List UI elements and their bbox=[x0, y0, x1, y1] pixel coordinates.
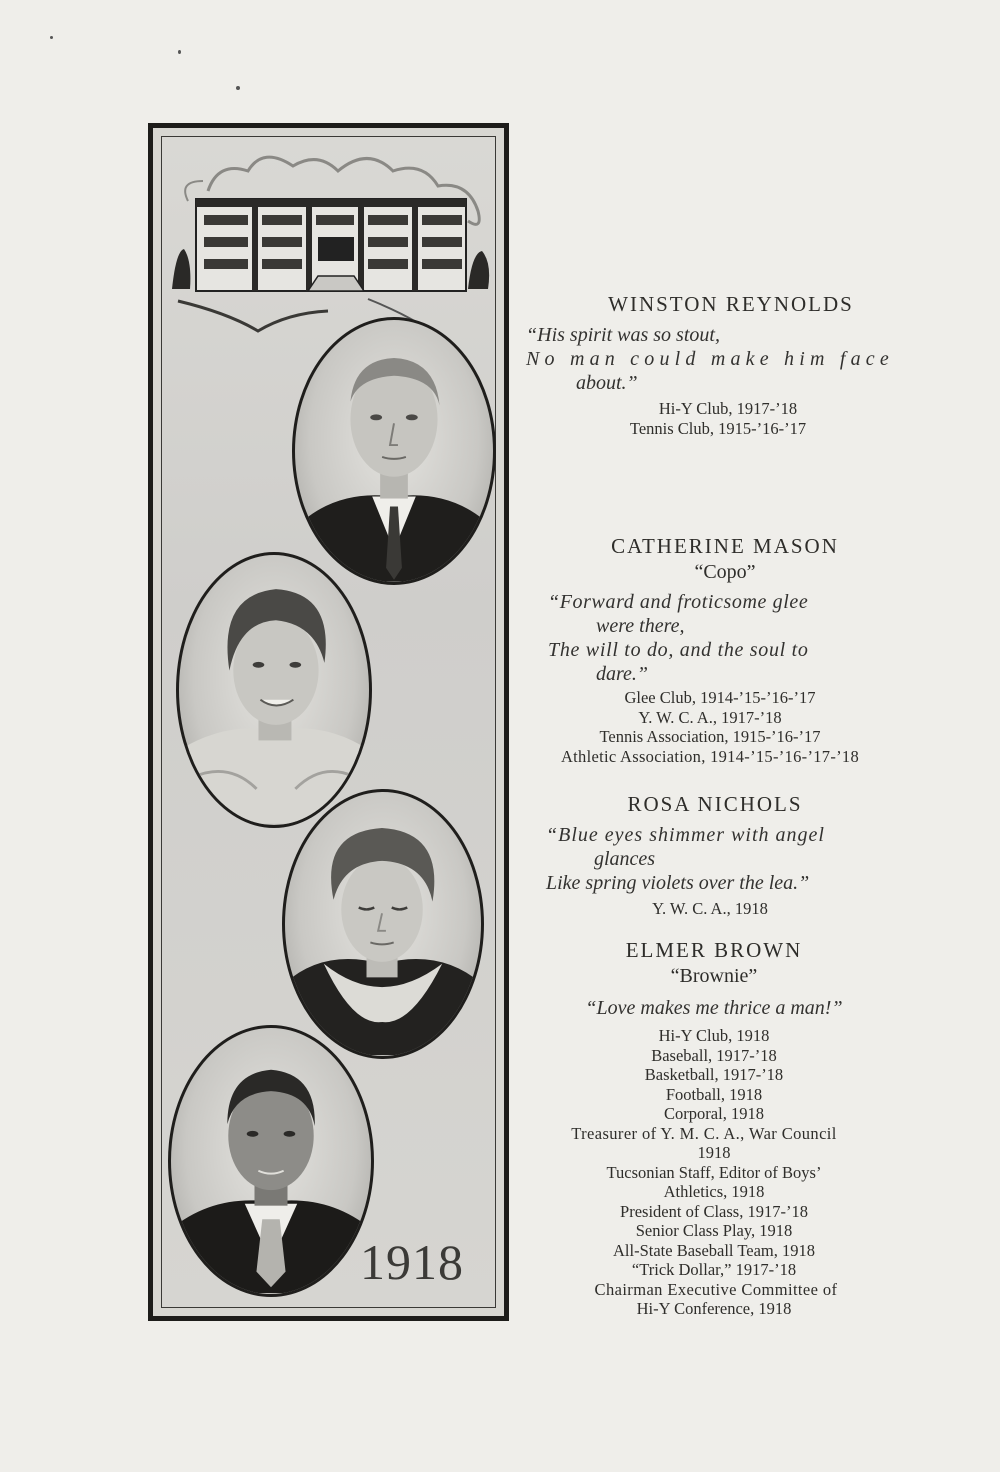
senior-quote: “Love makes me thrice a man!” bbox=[585, 997, 843, 1019]
activity-line: Tucsonian Staff, Editor of Boys’ bbox=[606, 1162, 822, 1182]
portrait-catherine-mason bbox=[176, 552, 372, 828]
senior-nickname: “Copo” bbox=[694, 561, 756, 583]
photo-panel bbox=[148, 123, 509, 1321]
quote-line: “Forward and froticsome glee bbox=[548, 591, 809, 613]
portrait-elmer-brown bbox=[168, 1025, 374, 1297]
activity-line: Tennis Club, 1915-’16-’17 bbox=[629, 418, 807, 438]
activity-line: Glee Club, 1914-’15-’16-’17 bbox=[624, 688, 816, 707]
quote-line: about.” bbox=[576, 372, 638, 394]
quote-line: “Blue eyes shimmer with angel bbox=[546, 824, 825, 846]
activity-line: Treasurer of Y. M. C. A., War Council bbox=[571, 1123, 837, 1143]
senior-activities bbox=[514, 1026, 894, 1319]
activity-line: 1918 bbox=[697, 1143, 731, 1162]
activity-line: Hi-Y Conference, 1918 bbox=[636, 1299, 792, 1318]
print-speck bbox=[178, 50, 181, 54]
senior-name: CATHERINE MASON bbox=[611, 534, 839, 558]
portrait-winston-reynolds bbox=[292, 317, 496, 585]
activity-line: Athletics, 1918 bbox=[663, 1182, 765, 1201]
quote-line: glances bbox=[594, 848, 656, 870]
senior-name: WINSTON REYNOLDS bbox=[608, 292, 854, 316]
activity-line: Hi-Y Club, 1917-’18 bbox=[658, 399, 798, 418]
senior-activities bbox=[526, 399, 902, 438]
activity-line: Y. W. C. A., 1918 bbox=[652, 899, 768, 918]
activity-line: “Trick Dollar,” 1917-’18 bbox=[631, 1260, 797, 1279]
activity-line: Corporal, 1918 bbox=[664, 1104, 764, 1123]
senior-nickname: “Brownie” bbox=[670, 965, 758, 987]
quote-line bbox=[526, 347, 902, 371]
quote-line: The will to do, and the soul to bbox=[548, 639, 809, 661]
activity-line: Basketball, 1917-’18 bbox=[644, 1065, 784, 1084]
senior-activities bbox=[520, 688, 900, 766]
quote-line: “His spirit was so stout, bbox=[526, 324, 720, 346]
senior-name: ROSA NICHOLS bbox=[627, 792, 803, 816]
quote-line-text: No man could make him face bbox=[526, 348, 894, 370]
activity-line: Senior Class Play, 1918 bbox=[635, 1221, 793, 1240]
quote-line: Like spring violets over the lea.” bbox=[546, 872, 810, 894]
activity-line: Chairman Executive Committee of bbox=[594, 1279, 838, 1299]
senior-entry bbox=[520, 534, 900, 766]
senior-quote bbox=[520, 823, 900, 895]
senior-entry bbox=[526, 292, 902, 438]
activity-line: President of Class, 1917-’18 bbox=[620, 1201, 808, 1221]
senior-quote bbox=[520, 590, 900, 686]
senior-entry bbox=[514, 938, 894, 1319]
portrait-rosa-nichols bbox=[282, 789, 484, 1059]
print-speck bbox=[50, 36, 53, 39]
activity-line: Baseball, 1917-’18 bbox=[651, 1045, 777, 1065]
photo-panel-inner bbox=[161, 136, 496, 1308]
activity-line: Y. W. C. A., 1917-’18 bbox=[638, 707, 782, 727]
quote-line: dare.” bbox=[596, 663, 649, 685]
quote-line: were there, bbox=[596, 615, 685, 637]
activity-line: Athletic Association, 1914-’15-’16-’17-’18 bbox=[560, 746, 860, 766]
school-building-illustration bbox=[168, 141, 498, 341]
senior-entry bbox=[520, 792, 900, 919]
activity-line: Tennis Association, 1915-’16-’17 bbox=[599, 727, 821, 746]
senior-name: ELMER BROWN bbox=[625, 938, 803, 962]
activity-line: Hi-Y Club, 1918 bbox=[658, 1026, 770, 1045]
class-year-label: 1918 bbox=[360, 1234, 464, 1290]
activity-line: All-State Baseball Team, 1918 bbox=[613, 1240, 815, 1260]
activity-line: Football, 1918 bbox=[665, 1084, 763, 1104]
print-speck bbox=[236, 86, 240, 90]
senior-quote bbox=[526, 323, 902, 395]
